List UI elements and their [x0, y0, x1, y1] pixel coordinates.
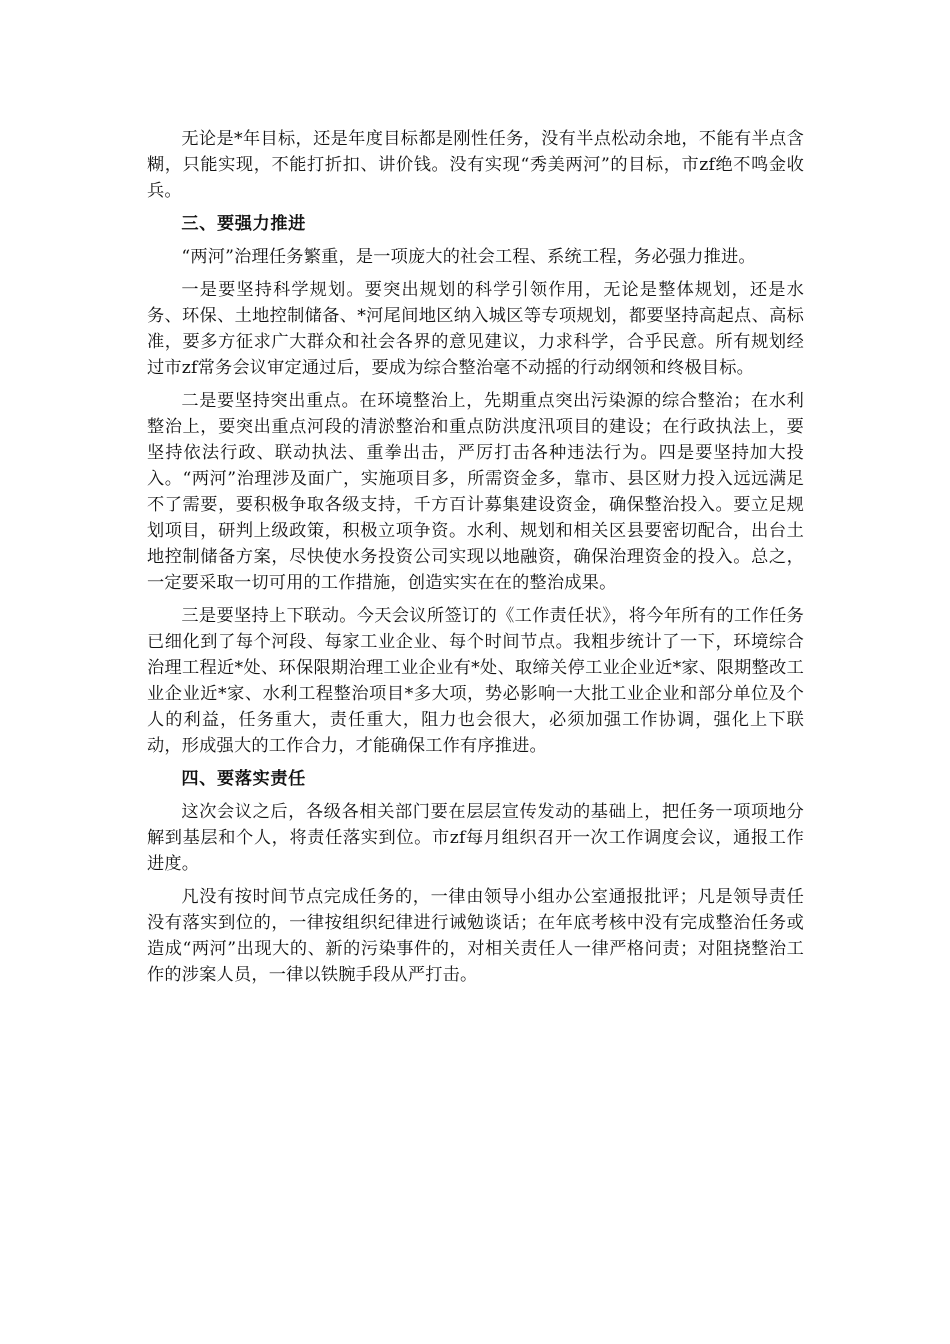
- paragraph: “两河”治理任务繁重，是一项庞大的社会工程、系统工程，务必强力推进。: [181, 247, 756, 267]
- paragraph: 无论是*年目标，还是年度目标都是刚性任务，没有半点松动余地，不能有半点含糊，只能实现，不能打折扣、讲价钱。没有实现“秀美两河”的目标，市zf绝不鸣金收兵。: [147, 129, 804, 201]
- paragraph: 一是要坚持科学规划。要突出规划的科学引领作用，无论是整体规划，还是水务、环保、土地控制储备、*河尾间地区纳入城区等专项规划，都要坚持高起点、高标准，要多方征求广大群众和社会各界的意见建议，力求科学，合乎民意。所有规划经过市zf常务会议审定通过后，要成为综合整治毫不动摇的行动纲领和终极目标。: [147, 280, 804, 378]
- document-page: [147, 126, 804, 995]
- paragraph: 这次会议之后，各级各相关部门要在层层宣传发动的基础上，把任务一项项地分解到基层和个人，将责任落实到位。市zf每月组织召开一次工作调度会议，通报工作进度。: [147, 802, 804, 874]
- paragraph: 二是要坚持突出重点。在环境整治上，先期重点突出污染源的综合整治；在水利整治上，要突出重点河段的清淤整治和重点防洪度汛项目的建设；在行政执法上，要坚持依法行政、联动执法、重拳出击，严厉打击各种违法行为。四是要坚持加大投入。“两河”治理涉及面广，实施项目多，所需资金多，靠市、县区财力投入远远满足不了需要，要积极争取各级支持，千方百计募集建设资金，确保整治投入。要立足规划项目，研判上级政策，积极立项争资。水利、规划和相关区县要密切配合，出台土地控制储备方案，尽快使水务投资公司实现以地融资，确保治理资金的投入。总之，一定要采取一切可用的工作措施，创造实实在在的整治成果。: [147, 391, 804, 593]
- section-heading-4: 四、要落实责任: [181, 769, 306, 789]
- paragraph: 三是要坚持上下联动。今天会议所签订的《工作责任状》，将今年所有的工作任务已细化到了每个河段、每家工业企业、每个时间节点。我粗步统计了一下，环境综合治理工程近*处、环保限期治理工业企业有*处、取缔关停工业企业近*家、限期整改工业企业近*家、水利工程整治项目*多大项，势必影响一大批工业企业和部分单位及个人的利益，任务重大，责任重大，阻力也会很大，必须加强工作协调，强化上下联动，形成强大的工作合力，才能确保工作有序推进。: [147, 606, 804, 756]
- paragraph: 凡没有按时间节点完成任务的，一律由领导小组办公室通报批评；凡是领导责任没有落实到位的，一律按组织纪律进行诫勉谈话；在年底考核中没有完成整治任务或造成“两河”出现大的、新的污染事件的，对相关责任人一律严格问责；对阻挠整治工作的涉案人员，一律以铁腕手段从严打击。: [147, 887, 804, 985]
- section-heading-3: 三、要强力推进: [181, 214, 306, 234]
